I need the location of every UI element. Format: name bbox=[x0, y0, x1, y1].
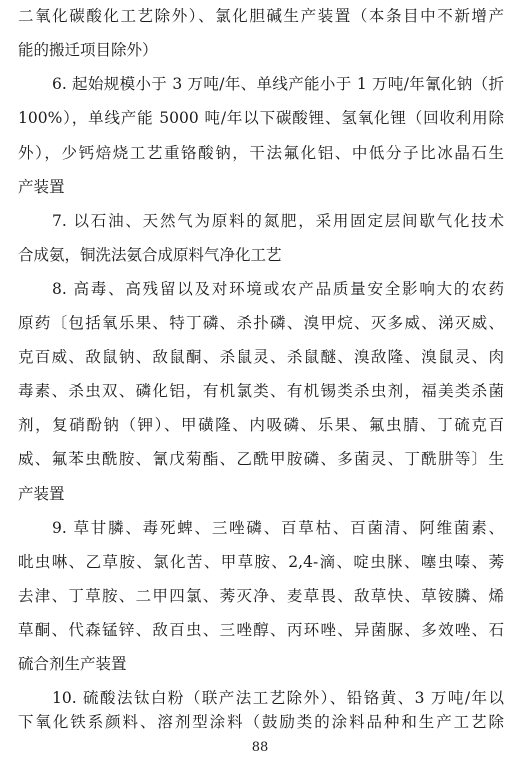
text-line-18: 去津、丁草胺、二甲四氯、莠灭净、麦草畏、敌草快、草铵膦、烯 bbox=[18, 587, 504, 605]
text-line-17: 吡虫啉、乙草胺、氯化苦、甲草胺、2,4-滴、啶虫脒、噻虫嗪、莠 bbox=[18, 553, 504, 571]
text-line-8: 合成氨，铜洗法氨合成原料气净化工艺 bbox=[18, 246, 282, 264]
text-line-12: 毒素、杀虫双、磷化铝，有机氯类、有机锡类杀虫剂，福美类杀菌 bbox=[18, 382, 504, 400]
text-line-14: 威、氟苯虫酰胺、氰戊菊酯、乙酰甲胺磷、多菌灵、丁酰肼等〕生 bbox=[18, 450, 504, 468]
page-number: 88 bbox=[251, 740, 269, 755]
text-line-19: 草酮、代森锰锌、敌百虫、三唑醇、丙环唑、异菌脲、多效唑、石 bbox=[18, 621, 504, 639]
text-line-3: 6. 起始规模小于 3 万吨/年、单线产能小于 1 万吨/年氰化钠（折 bbox=[52, 75, 504, 93]
text-line-7: 7. 以石油、天然气为原料的氮肥，采用固定层间歇气化技术 bbox=[52, 212, 504, 230]
text-line-6: 产装置 bbox=[18, 178, 65, 196]
text-line-21: 10. 硫酸法钛白粉（联产法工艺除外）、铅铬黄、3 万吨/年以 bbox=[52, 689, 504, 707]
text-line-20: 硫合剂生产装置 bbox=[18, 655, 127, 673]
text-line-10: 原药〔包括氧乐果、特丁磷、杀扑磷、溴甲烷、灭多威、涕灭威、 bbox=[18, 314, 504, 332]
text-line-9: 8. 高毒、高残留以及对环境或农产品质量安全影响大的农药 bbox=[52, 280, 504, 298]
text-line-22: 下氧化铁系颜料、溶剂型涂料（鼓励类的涂料品种和生产工艺除 bbox=[18, 713, 504, 731]
text-line-4: 100%），单线产能 5000 吨/年以下碳酸锂、氢氧化锂（回收利用除 bbox=[18, 109, 504, 127]
text-line-15: 产装置 bbox=[18, 485, 65, 503]
text-line-2: 能的搬迁项目除外） bbox=[18, 41, 158, 59]
text-line-1: 二氧化碳酸化工艺除外）、氯化胆碱生产装置（本条目中不新增产 bbox=[18, 7, 504, 25]
text-line-13: 剂，复硝酚钠（钾）、甲磺隆、内吸磷、乐果、氟虫腈、丁硫克百 bbox=[18, 416, 504, 434]
text-line-16: 9. 草甘膦、毒死蜱、三唑磷、百草枯、百菌清、阿维菌素、 bbox=[52, 519, 504, 537]
text-line-5: 外），少钙焙烧工艺重铬酸钠，干法氟化铝、中低分子比冰晶石生 bbox=[18, 144, 504, 162]
text-line-11: 克百威、敌鼠钠、敌鼠酮、杀鼠灵、杀鼠醚、溴敌隆、溴鼠灵、肉 bbox=[18, 348, 504, 366]
